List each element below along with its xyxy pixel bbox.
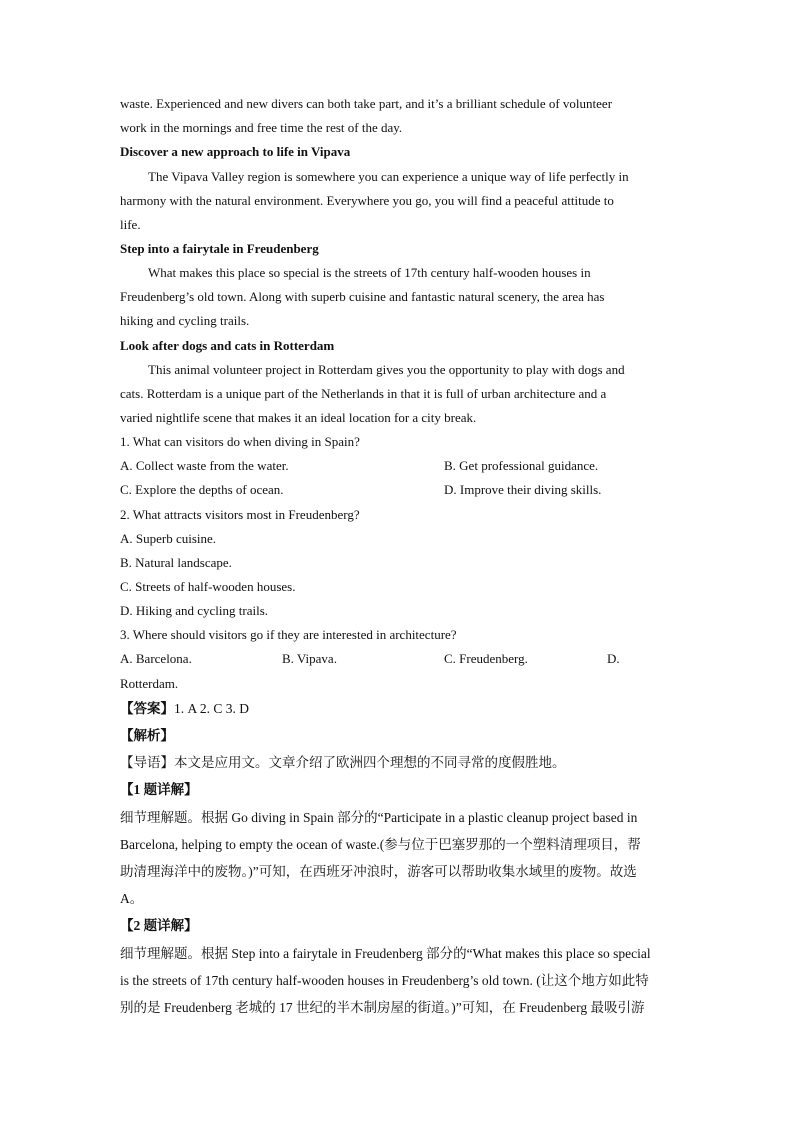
vipava-text-line: harmony with the natural environment. Everywhere you go, you will find a peaceful attitude to bbox=[120, 193, 614, 208]
answer-label: 【答案】 bbox=[120, 701, 174, 716]
rotterdam-text-line: varied nightlife scene that makes it an ideal location for a city break. bbox=[120, 410, 477, 425]
question-1-option-b: B. Get professional guidance. bbox=[444, 458, 599, 473]
question-1-option-c: C. Explore the depths of ocean. bbox=[120, 482, 284, 497]
question-3-option-d: D. bbox=[607, 651, 620, 666]
freudenberg-text-line: hiking and cycling trails. bbox=[120, 313, 250, 328]
analysis-q1-heading: 【1 题详解】 bbox=[120, 782, 198, 797]
analysis-q2-line: 别的是 Freudenberg 老城的 17 世纪的半木制房屋的街道。)”可知，在 Freudenberg 最吸引游 bbox=[120, 1000, 645, 1015]
question-1-stem: 1. What can visitors do when diving in Spain? bbox=[120, 434, 360, 449]
question-3-option-b: B. Vipava. bbox=[282, 651, 337, 666]
question-2-stem: 2. What attracts visitors most in Freudenberg? bbox=[120, 507, 360, 522]
spain-text-line: waste. Experienced and new divers can both take part, and it’s a brilliant schedule of volunteer bbox=[120, 96, 613, 111]
question-3-option-c: C. Freudenberg. bbox=[444, 651, 528, 666]
freudenberg-text-line: Freudenberg’s old town. Along with superb cuisine and fantastic natural scenery, the area has bbox=[120, 289, 605, 304]
section-heading-freudenberg: Step into a fairytale in Freudenberg bbox=[120, 241, 319, 256]
section-heading-vipava: Discover a new approach to life in Vipava bbox=[120, 144, 351, 159]
rotterdam-text-line: This animal volunteer project in Rotterdam gives you the opportunity to play with dogs and bbox=[148, 362, 625, 377]
question-3-stem: 3. Where should visitors go if they are interested in architecture? bbox=[120, 627, 457, 642]
question-2-option-d: D. Hiking and cycling trails. bbox=[120, 603, 269, 618]
freudenberg-text-line: What makes this place so special is the streets of 17th century half-wooden houses in bbox=[148, 265, 591, 280]
vipava-text-line: life. bbox=[120, 217, 141, 232]
question-1-option-d: D. Improve their diving skills. bbox=[444, 482, 602, 497]
question-2-option-c: C. Streets of half-wooden houses. bbox=[120, 579, 296, 594]
analysis-q1-line: 细节理解题。根据 Go diving in Spain 部分的“Participate in a plastic cleanup project based in bbox=[120, 810, 638, 825]
analysis-label: 【解析】 bbox=[120, 728, 174, 743]
rotterdam-text-line: cats. Rotterdam is a unique part of the Netherlands in that it is full of urban architecture and a bbox=[120, 386, 607, 401]
question-2-option-a: A. Superb cuisine. bbox=[120, 531, 217, 546]
analysis-intro: 【导语】本文是应用文。文章介绍了欧洲四个理想的不同寻常的度假胜地。 bbox=[120, 755, 566, 770]
analysis-q1-line: Barcelona, helping to empty the ocean of waste.(参与位于巴塞罗那的一个塑料清理项目，帮 bbox=[120, 837, 641, 852]
analysis-q2-heading: 【2 题详解】 bbox=[120, 918, 198, 933]
analysis-q2-line: is the streets of 17th century half-wooden houses in Freudenberg’s old town. (让这个地方如此特 bbox=[120, 973, 649, 988]
question-3-option-a: A. Barcelona. bbox=[120, 651, 192, 666]
question-2-option-b: B. Natural landscape. bbox=[120, 555, 232, 570]
question-3-option-d-continued: Rotterdam. bbox=[120, 676, 179, 691]
vipava-text-line: The Vipava Valley region is somewhere you can experience a unique way of life perfectly in bbox=[148, 169, 629, 184]
analysis-q2-line: 细节理解题。根据 Step into a fairytale in Freudenberg 部分的“What makes this place so special bbox=[120, 946, 651, 961]
analysis-q1-line: A。 bbox=[120, 891, 144, 906]
analysis-q1-line: 助清理海洋中的废物。)”可知，在西班牙冲浪时，游客可以帮助收集水域里的废物。故选 bbox=[120, 864, 637, 879]
question-1-option-a: A. Collect waste from the water. bbox=[120, 458, 289, 473]
section-heading-rotterdam: Look after dogs and cats in Rotterdam bbox=[120, 338, 335, 353]
answer-values: 1. A 2. C 3. D bbox=[174, 701, 250, 716]
spain-text-line: work in the mornings and free time the rest of the day. bbox=[120, 120, 403, 135]
answer-row bbox=[120, 701, 249, 717]
